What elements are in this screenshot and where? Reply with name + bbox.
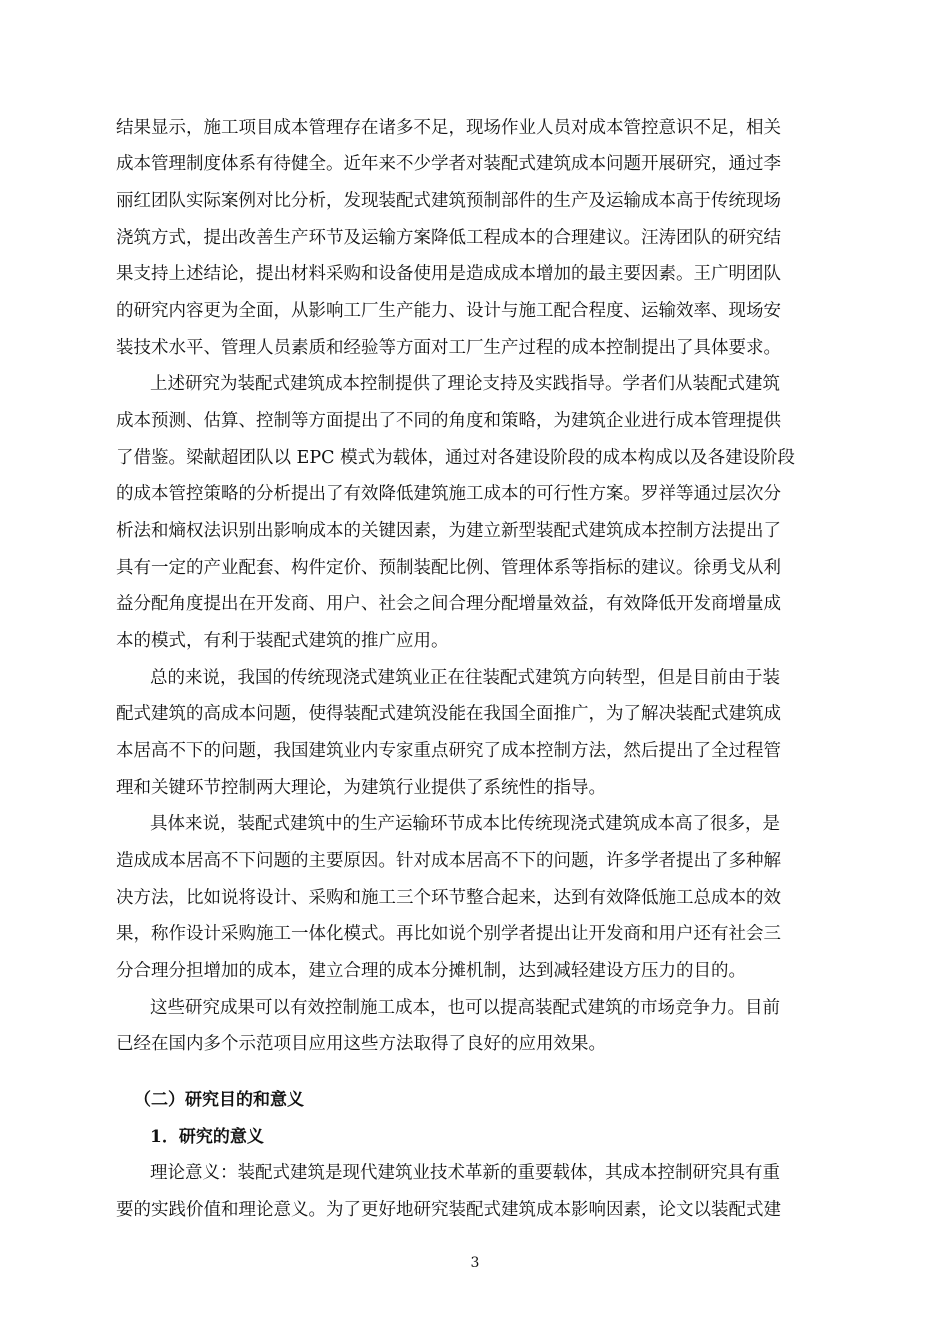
text-line: 析法和熵权法识别出影响成本的关键因素，为建立新型装配式建筑成本控制方法提出了 bbox=[116, 521, 781, 541]
text-line: 要的实践价值和理论意义。为了更好地研究装配式建筑成本影响因素，论文以装配式建 bbox=[116, 1200, 781, 1220]
text-line: 配式建筑的高成本问题，使得装配式建筑没能在我国全面推广，为了解决装配式建筑成 bbox=[116, 704, 781, 724]
text-line: 具有一定的产业配套、构件定价、预制装配比例、管理体系等指标的建议。徐勇戈从利 bbox=[116, 558, 781, 578]
text-line: 的研究内容更为全面，从影响工厂生产能力、设计与施工配合程度、运输效率、现场安 bbox=[116, 301, 781, 321]
text-line: 浇筑方式，提出改善生产环节及运输方案降低工程成本的合理建议。汪涛团队的研究结 bbox=[116, 228, 781, 248]
text-line: 造成成本居高不下问题的主要原因。针对成本居高不下的问题，许多学者提出了多种解 bbox=[116, 851, 781, 871]
text-line: 成本管理制度体系有待健全。近年来不少学者对装配式建筑成本问题开展研究，通过李 bbox=[116, 154, 781, 174]
text-line: 分合理分担增加的成本，建立合理的成本分摊机制，达到减轻建设方压力的目的。 bbox=[116, 961, 746, 981]
text-line: 成本预测、估算、控制等方面提出了不同的角度和策略，为建筑企业进行成本管理提供 bbox=[116, 411, 781, 431]
section-heading: （二）研究目的和意义 bbox=[134, 1090, 304, 1110]
text-line: 具体来说，装配式建筑中的生产运输环节成本比传统现浇式建筑成本高了很多，是 bbox=[150, 814, 780, 834]
text-line: 已经在国内多个示范项目应用这些方法取得了良好的应用效果。 bbox=[116, 1034, 606, 1054]
subsection-heading: 1．研究的意义 bbox=[150, 1127, 264, 1147]
text-line: 益分配角度提出在开发商、用户、社会之间合理分配增量效益，有效降低开发商增量成 bbox=[116, 594, 781, 614]
text-line: 丽红团队实际案例对比分析，发现装配式建筑预制部件的生产及运输成本高于传统现场 bbox=[116, 191, 781, 211]
text-line: 结果显示，施工项目成本管理存在诸多不足，现场作业人员对成本管控意识不足，相关 bbox=[116, 118, 781, 138]
text-line: 决方法，比如说将设计、采购和施工三个环节整合起来，达到有效降低施工总成本的效 bbox=[116, 888, 781, 908]
text-line: 总的来说，我国的传统现浇式建筑业正在往装配式建筑方向转型，但是目前由于装 bbox=[150, 668, 780, 688]
page-number: 3 bbox=[470, 1255, 480, 1271]
text-line: 的成本管控策略的分析提出了有效降低建筑施工成本的可行性方案。罗祥等通过层次分 bbox=[116, 484, 781, 504]
text-line: 了借鉴。梁献超团队以 EPC 模式为载体，通过对各建设阶段的成本构成以及各建设阶段 bbox=[116, 448, 796, 468]
text-line: 果，称作设计采购施工一体化模式。再比如说个别学者提出让开发商和用户还有社会三 bbox=[116, 924, 781, 944]
text-line: 本居高不下的问题，我国建筑业内专家重点研究了成本控制方法，然后提出了全过程管 bbox=[116, 741, 781, 761]
text-line: 理和关键环节控制两大理论，为建筑行业提供了系统性的指导。 bbox=[116, 778, 606, 798]
text-line: 果支持上述结论，提出材料采购和设备使用是造成成本增加的最主要因素。王广明团队 bbox=[116, 264, 781, 284]
text-line: 本的模式，有利于装配式建筑的推广应用。 bbox=[116, 631, 449, 651]
text-line: 装技术水平、管理人员素质和经验等方面对工厂生产过程的成本控制提出了具体要求。 bbox=[116, 338, 781, 358]
text-line: 上述研究为装配式建筑成本控制提供了理论支持及实践指导。学者们从装配式建筑 bbox=[150, 374, 780, 394]
text-line: 理论意义：装配式建筑是现代建筑业技术革新的重要载体，其成本控制研究具有重 bbox=[150, 1163, 780, 1183]
text-line: 这些研究成果可以有效控制施工成本，也可以提高装配式建筑的市场竞争力。目前 bbox=[150, 998, 780, 1018]
